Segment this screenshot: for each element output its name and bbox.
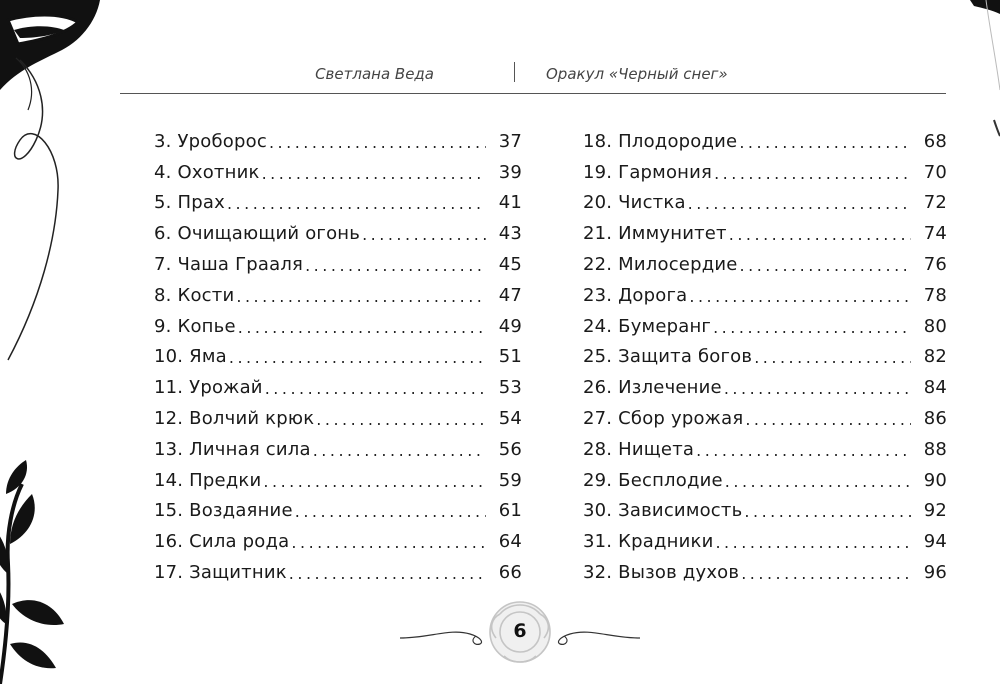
- toc-entry-title: 19. Гармония: [583, 161, 713, 183]
- toc-entry-title: 9. Копье: [154, 315, 236, 337]
- dot-leader: [305, 258, 486, 274]
- toc-entry-page: 88: [923, 438, 947, 460]
- toc-entry-page: 45: [498, 253, 522, 275]
- dot-leader: [291, 535, 486, 551]
- toc-entry-title: 28. Нищета: [583, 438, 695, 460]
- toc-entry: [154, 274, 522, 305]
- toc-entry: [154, 520, 522, 551]
- toc-entry: [154, 120, 522, 151]
- dot-leader: [754, 350, 911, 366]
- header-separator: [514, 62, 515, 82]
- dot-leader: [744, 504, 911, 520]
- toc-entry-title: 20. Чистка: [583, 192, 686, 214]
- dot-leader: [724, 381, 911, 397]
- toc-entry-title: 17. Защитник: [154, 561, 287, 583]
- floral-ornament-top-left: [0, 0, 110, 400]
- header-author: Светлана Веда: [315, 65, 434, 83]
- dot-leader: [739, 135, 911, 151]
- toc-entry: [154, 151, 522, 182]
- header-book-title: Оракул «Черный снег»: [546, 65, 728, 83]
- running-header: [120, 62, 944, 90]
- toc-entry-page: 84: [923, 377, 947, 399]
- dot-leader: [263, 474, 486, 490]
- toc-entry: [154, 397, 522, 428]
- toc-entry: [154, 305, 522, 336]
- toc-entry-title: 13. Личная сила: [154, 438, 311, 460]
- toc-entry-title: 16. Сила рода: [154, 531, 290, 553]
- dot-leader: [316, 412, 486, 428]
- toc-column-right: [583, 120, 947, 582]
- dot-leader: [236, 289, 486, 305]
- toc-entry-page: 39: [498, 161, 522, 183]
- toc-entry-title: 4. Охотник: [154, 161, 260, 183]
- dot-leader: [289, 566, 486, 582]
- toc-entry: [583, 182, 947, 213]
- toc-entry-title: 15. Воздаяние: [154, 500, 293, 522]
- toc-entry-page: 59: [498, 469, 522, 491]
- toc-entry-page: 43: [498, 223, 522, 245]
- toc-entry-title: 10. Яма: [154, 346, 227, 368]
- dot-leader: [269, 135, 486, 151]
- toc-entry-page: 86: [923, 407, 947, 429]
- toc-entry: [154, 459, 522, 490]
- toc-entry-page: 53: [498, 377, 522, 399]
- toc-entry-title: 11. Урожай: [154, 377, 263, 399]
- toc-entry: [583, 520, 947, 551]
- toc-entry-title: 5. Прах: [154, 192, 225, 214]
- dot-leader: [741, 566, 911, 582]
- dot-leader: [688, 196, 911, 212]
- dot-leader: [295, 504, 486, 520]
- toc-entry-title: 30. Зависимость: [583, 500, 743, 522]
- toc-entry-title: 18. Плодородие: [583, 130, 738, 152]
- dot-leader: [362, 227, 486, 243]
- dot-leader: [689, 289, 911, 305]
- toc-entry: [583, 305, 947, 336]
- toc-entry-page: 94: [923, 531, 947, 553]
- toc-entry-page: 47: [498, 284, 522, 306]
- dot-leader: [262, 166, 486, 182]
- dot-leader: [227, 196, 486, 212]
- toc-entry: [154, 490, 522, 521]
- toc-entry-page: 70: [923, 161, 947, 183]
- dot-leader: [714, 166, 911, 182]
- toc-entry-title: 14. Предки: [154, 469, 262, 491]
- toc-entry-title: 29. Бесплодие: [583, 469, 723, 491]
- toc-entry-page: 90: [923, 469, 947, 491]
- dot-leader: [696, 443, 911, 459]
- toc-entry-page: 68: [923, 130, 947, 152]
- toc-entry: [583, 274, 947, 305]
- dot-leader: [265, 381, 486, 397]
- dot-leader: [229, 350, 486, 366]
- toc-entry-page: 72: [923, 192, 947, 214]
- toc-entry-title: 32. Вызов духов: [583, 561, 740, 583]
- toc-entry-title: 22. Милосердие: [583, 253, 738, 275]
- toc-entry: [154, 212, 522, 243]
- toc-entry-title: 23. Дорога: [583, 284, 688, 306]
- toc-entry: [583, 490, 947, 521]
- dot-leader: [313, 443, 486, 459]
- dot-leader: [715, 535, 911, 551]
- toc-entry: [583, 151, 947, 182]
- page-footer: [400, 594, 640, 674]
- toc-entry-page: 64: [498, 531, 522, 553]
- toc-entry-page: 76: [923, 253, 947, 275]
- page-number: 6: [513, 620, 527, 642]
- toc-entry: [154, 428, 522, 459]
- toc-entry: [583, 336, 947, 367]
- toc-entry-title: 21. Иммунитет: [583, 223, 727, 245]
- toc-entry-page: 92: [923, 500, 947, 522]
- toc-entry-title: 6. Очищающий огонь: [154, 223, 361, 245]
- toc-entry-title: 27. Сбор урожая: [583, 407, 744, 429]
- toc-entry-page: 37: [498, 130, 522, 152]
- toc-entry: [583, 551, 947, 582]
- leaf-ornament-bottom-left: [0, 454, 80, 684]
- toc-entry: [583, 120, 947, 151]
- toc-entry: [583, 366, 947, 397]
- dot-leader: [238, 320, 486, 336]
- toc-entry: [583, 212, 947, 243]
- toc-entry-title: 31. Крадники: [583, 531, 714, 553]
- toc-entry: [583, 428, 947, 459]
- toc-entry: [154, 243, 522, 274]
- toc-entry-title: 7. Чаша Грааля: [154, 253, 304, 275]
- toc-entry-page: 56: [498, 438, 522, 460]
- header-rule: [120, 93, 946, 94]
- toc-entry-page: 82: [923, 346, 947, 368]
- toc-entry: [154, 551, 522, 582]
- toc-entry: [154, 182, 522, 213]
- toc-entry: [583, 397, 947, 428]
- toc-entry-page: 74: [923, 223, 947, 245]
- toc-entry-page: 66: [498, 561, 522, 583]
- toc-entry-page: 78: [923, 284, 947, 306]
- dot-leader: [713, 320, 911, 336]
- toc-column-left: [154, 120, 522, 582]
- toc-entry-title: 8. Кости: [154, 284, 235, 306]
- dot-leader: [745, 412, 911, 428]
- toc-entry-title: 24. Бумеранг: [583, 315, 712, 337]
- dot-leader: [740, 258, 911, 274]
- toc-entry: [583, 459, 947, 490]
- toc-entry-page: 41: [498, 192, 522, 214]
- dot-leader: [729, 227, 911, 243]
- toc-entry-page: 54: [498, 407, 522, 429]
- toc-entry-title: 26. Излечение: [583, 377, 722, 399]
- toc-entry: [154, 336, 522, 367]
- toc-entry: [154, 366, 522, 397]
- dot-leader: [725, 474, 911, 490]
- toc-entry-page: 49: [498, 315, 522, 337]
- toc-entry-page: 80: [923, 315, 947, 337]
- toc-entry-title: 3. Уроборос: [154, 130, 267, 152]
- toc-entry-title: 12. Волчий крюк: [154, 407, 315, 429]
- toc-entry-page: 51: [498, 346, 522, 368]
- toc-entry-page: 61: [498, 500, 522, 522]
- toc-entry-title: 25. Защита богов: [583, 346, 753, 368]
- toc-entry: [583, 243, 947, 274]
- toc-entry-page: 96: [923, 561, 947, 583]
